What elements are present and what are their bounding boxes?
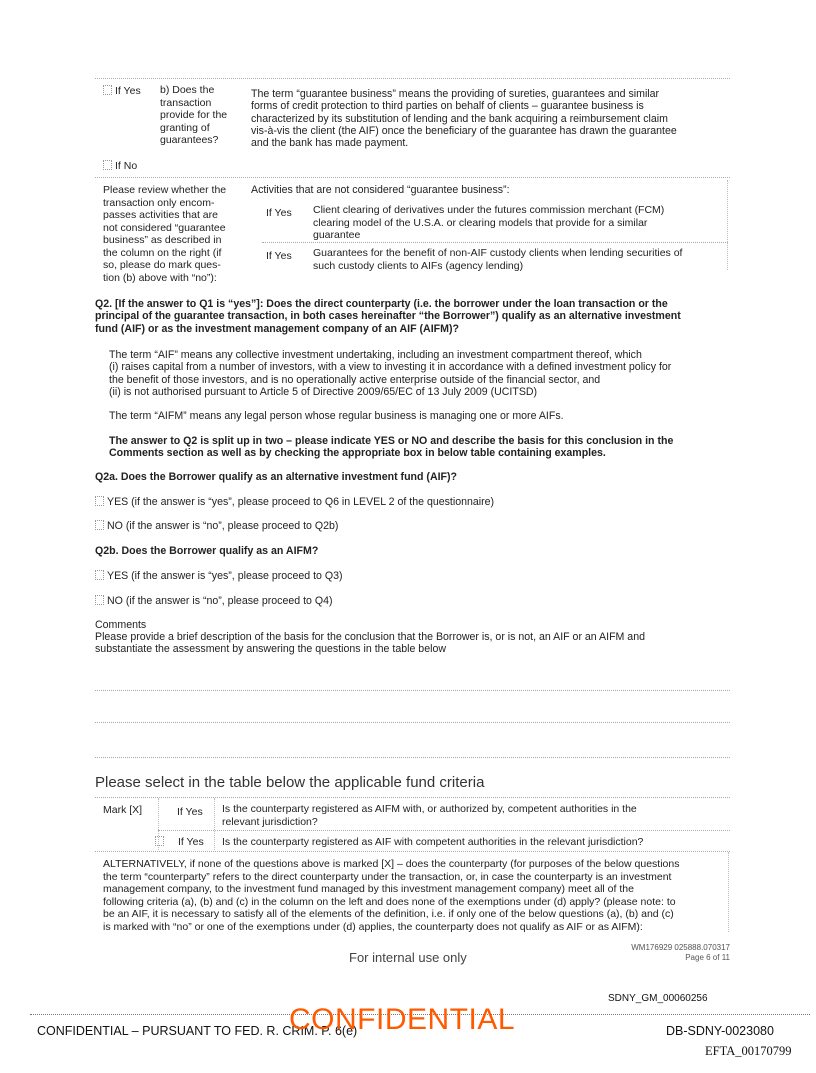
q2a-yes-option[interactable]: YES (if the answer is “yes”, please proceed to Q6 in LEVEL 2 of the questionnaire) xyxy=(95,496,494,508)
guarantee-definition: The term “guarantee business” means the providing of sureties, guarantees and similar forms of credit protection to third parties on behalf of clients – guarantee business is characterized by its substitution of lending and the bank acquiring a reimbursement claim vis-à-vis the client (the AIF) once the beneficiary of the guarantee has drawn the guarantee and the bank has made payment. xyxy=(251,88,677,150)
activities-heading: Activities that are not considered “guarantee business”: xyxy=(251,184,510,196)
q2a-yes-checkbox[interactable] xyxy=(95,496,104,506)
q1b-no-checkbox[interactable] xyxy=(103,160,112,170)
comments-instructions: Please provide a brief description of the basis for the conclusion that the Borrower is, or is not, an AIF or an AIFM and substantiate the assessment by answering the questions in the table below xyxy=(95,631,645,656)
aif-definition: The term “AIF” means any collective investment undertaking, including an investment compartment thereof, which (i) raises capital from a number of investors, with a view to investing it in accordance with a defined investment policy for the benefit of those investors, and is no operationally active enterprise outside of the financial sector, and (ii) is not authorised pursuant to Article 5 of Directive 2009/65/EC of 13 July 2009 (UCITSD) xyxy=(109,349,672,398)
q1b-if-yes[interactable]: If Yes xyxy=(103,85,153,98)
document-reference: WM176929 025888.070317 xyxy=(631,943,730,952)
aifm-if-yes[interactable]: If Yes xyxy=(177,806,203,818)
alternatively-criteria-text: ALTERNATIVELY, if none of the questions above is marked [X] – does the counterparty (for purposes of the below questions the term “counterparty” refers to the direct counterparty under the transaction, or, in case the counterparty is an investment management company, to the investment fund managed by this investment management company) meet all of the following criteria (a), (b) and (c) in the column on the left and does none of the exemptions under (d) apply? (please note: to be an AIF, it is necessary to satisfy all of the elements of the definition, i.e. if only one of the below questions (a), (b) and (c) is marked with “no” or one of the exemptions under (d) applies, the counterparty does not qualify as AIF or as AIFM): xyxy=(103,858,680,933)
q2a-no-checkbox[interactable] xyxy=(95,520,104,530)
q2-split-note: The answer to Q2 is split up in two – please indicate YES or NO and describe the basis for this conclusion in the Comments section as well as by checking the appropriate box in below table containing examples. xyxy=(109,435,674,460)
sdny-gm-number: SDNY_GM_00060256 xyxy=(608,993,708,1004)
q1b-question: b) Does the transaction provide for the granting of guarantees? xyxy=(160,84,228,146)
q2b-question: Q2b. Does the Borrower qualify as an AIFM? xyxy=(95,545,319,557)
bates-number: DB-SDNY-0023080 xyxy=(666,1024,774,1038)
aif-if-yes[interactable]: If Yes xyxy=(177,836,204,849)
comments-line xyxy=(95,722,730,723)
aifm-definition: The term “AIFM” means any legal person whose regular business is managing one or more AIFs. xyxy=(109,410,564,422)
q1b-yes-checkbox[interactable] xyxy=(103,85,112,95)
internal-use-label: For internal use only xyxy=(349,950,467,965)
agency-if-yes[interactable]: If Yes xyxy=(266,250,292,262)
review-instructions: Please review whether the transaction only encom- passes activities that are not considered “guarantee business” as described in the column on the right (if so, please do mark ques- tion (b) above with “no”): xyxy=(103,184,227,284)
mark-x-label: Mark [X] xyxy=(103,804,143,816)
q2b-no-checkbox[interactable] xyxy=(95,595,104,605)
page-number: Page 6 of 11 xyxy=(685,953,730,962)
fcm-if-yes[interactable]: If Yes xyxy=(266,207,292,219)
aif-registered-checkbox[interactable] xyxy=(155,836,164,846)
comments-line xyxy=(95,690,730,691)
q2a-question: Q2a. Does the Borrower qualify as an alternative investment fund (AIF)? xyxy=(95,471,458,483)
confidential-notice: CONFIDENTIAL – PURSUANT TO FED. R. CRIM. P. 6(e) xyxy=(37,1024,358,1038)
agency-lending-text: Guarantees for the benefit of non-AIF custody clients when lending securities of such custody clients to AIFs (agency lending) xyxy=(313,247,683,272)
q2b-yes-option[interactable]: YES (if the answer is “yes”, please proceed to Q3) xyxy=(95,570,343,582)
aifm-registered-question: Is the counterparty registered as AIFM with, or authorized by, competent authorities in the relevant jurisdiction? xyxy=(222,803,637,828)
q2-heading: Q2. [If the answer to Q1 is “yes”]: Does the direct counterparty (i.e. the borrower under the loan transaction or the principal of the guarantee transaction, in both cases hereinafter “the Borrower”) qualify as an alternative investment fund (AIF) or as the investment management company of an AIF (AIFM)? xyxy=(95,298,681,335)
confidential-stamp: CONFIDENTIAL xyxy=(289,1003,516,1036)
q2a-no-option[interactable]: NO (if the answer is “no”, please proceed to Q2b) xyxy=(95,520,338,532)
q2b-yes-checkbox[interactable] xyxy=(95,570,104,580)
aif-registered-question: Is the counterparty registered as AIF with competent authorities in the relevant jurisdiction? xyxy=(222,836,644,848)
comments-line xyxy=(95,757,730,758)
efta-number: EFTA_00170799 xyxy=(705,1044,792,1058)
q1b-if-no[interactable]: If No xyxy=(103,160,137,173)
q2b-no-option[interactable]: NO (if the answer is “no”, please proceed to Q4) xyxy=(95,595,333,607)
fcm-clearing-text: Client clearing of derivatives under the futures commission merchant (FCM) clearing model of the U.S.A. or clearing models that provide for a similar guarantee xyxy=(313,204,665,241)
criteria-heading: Please select in the table below the applicable fund criteria xyxy=(95,774,485,791)
comments-title: Comments xyxy=(95,619,147,631)
